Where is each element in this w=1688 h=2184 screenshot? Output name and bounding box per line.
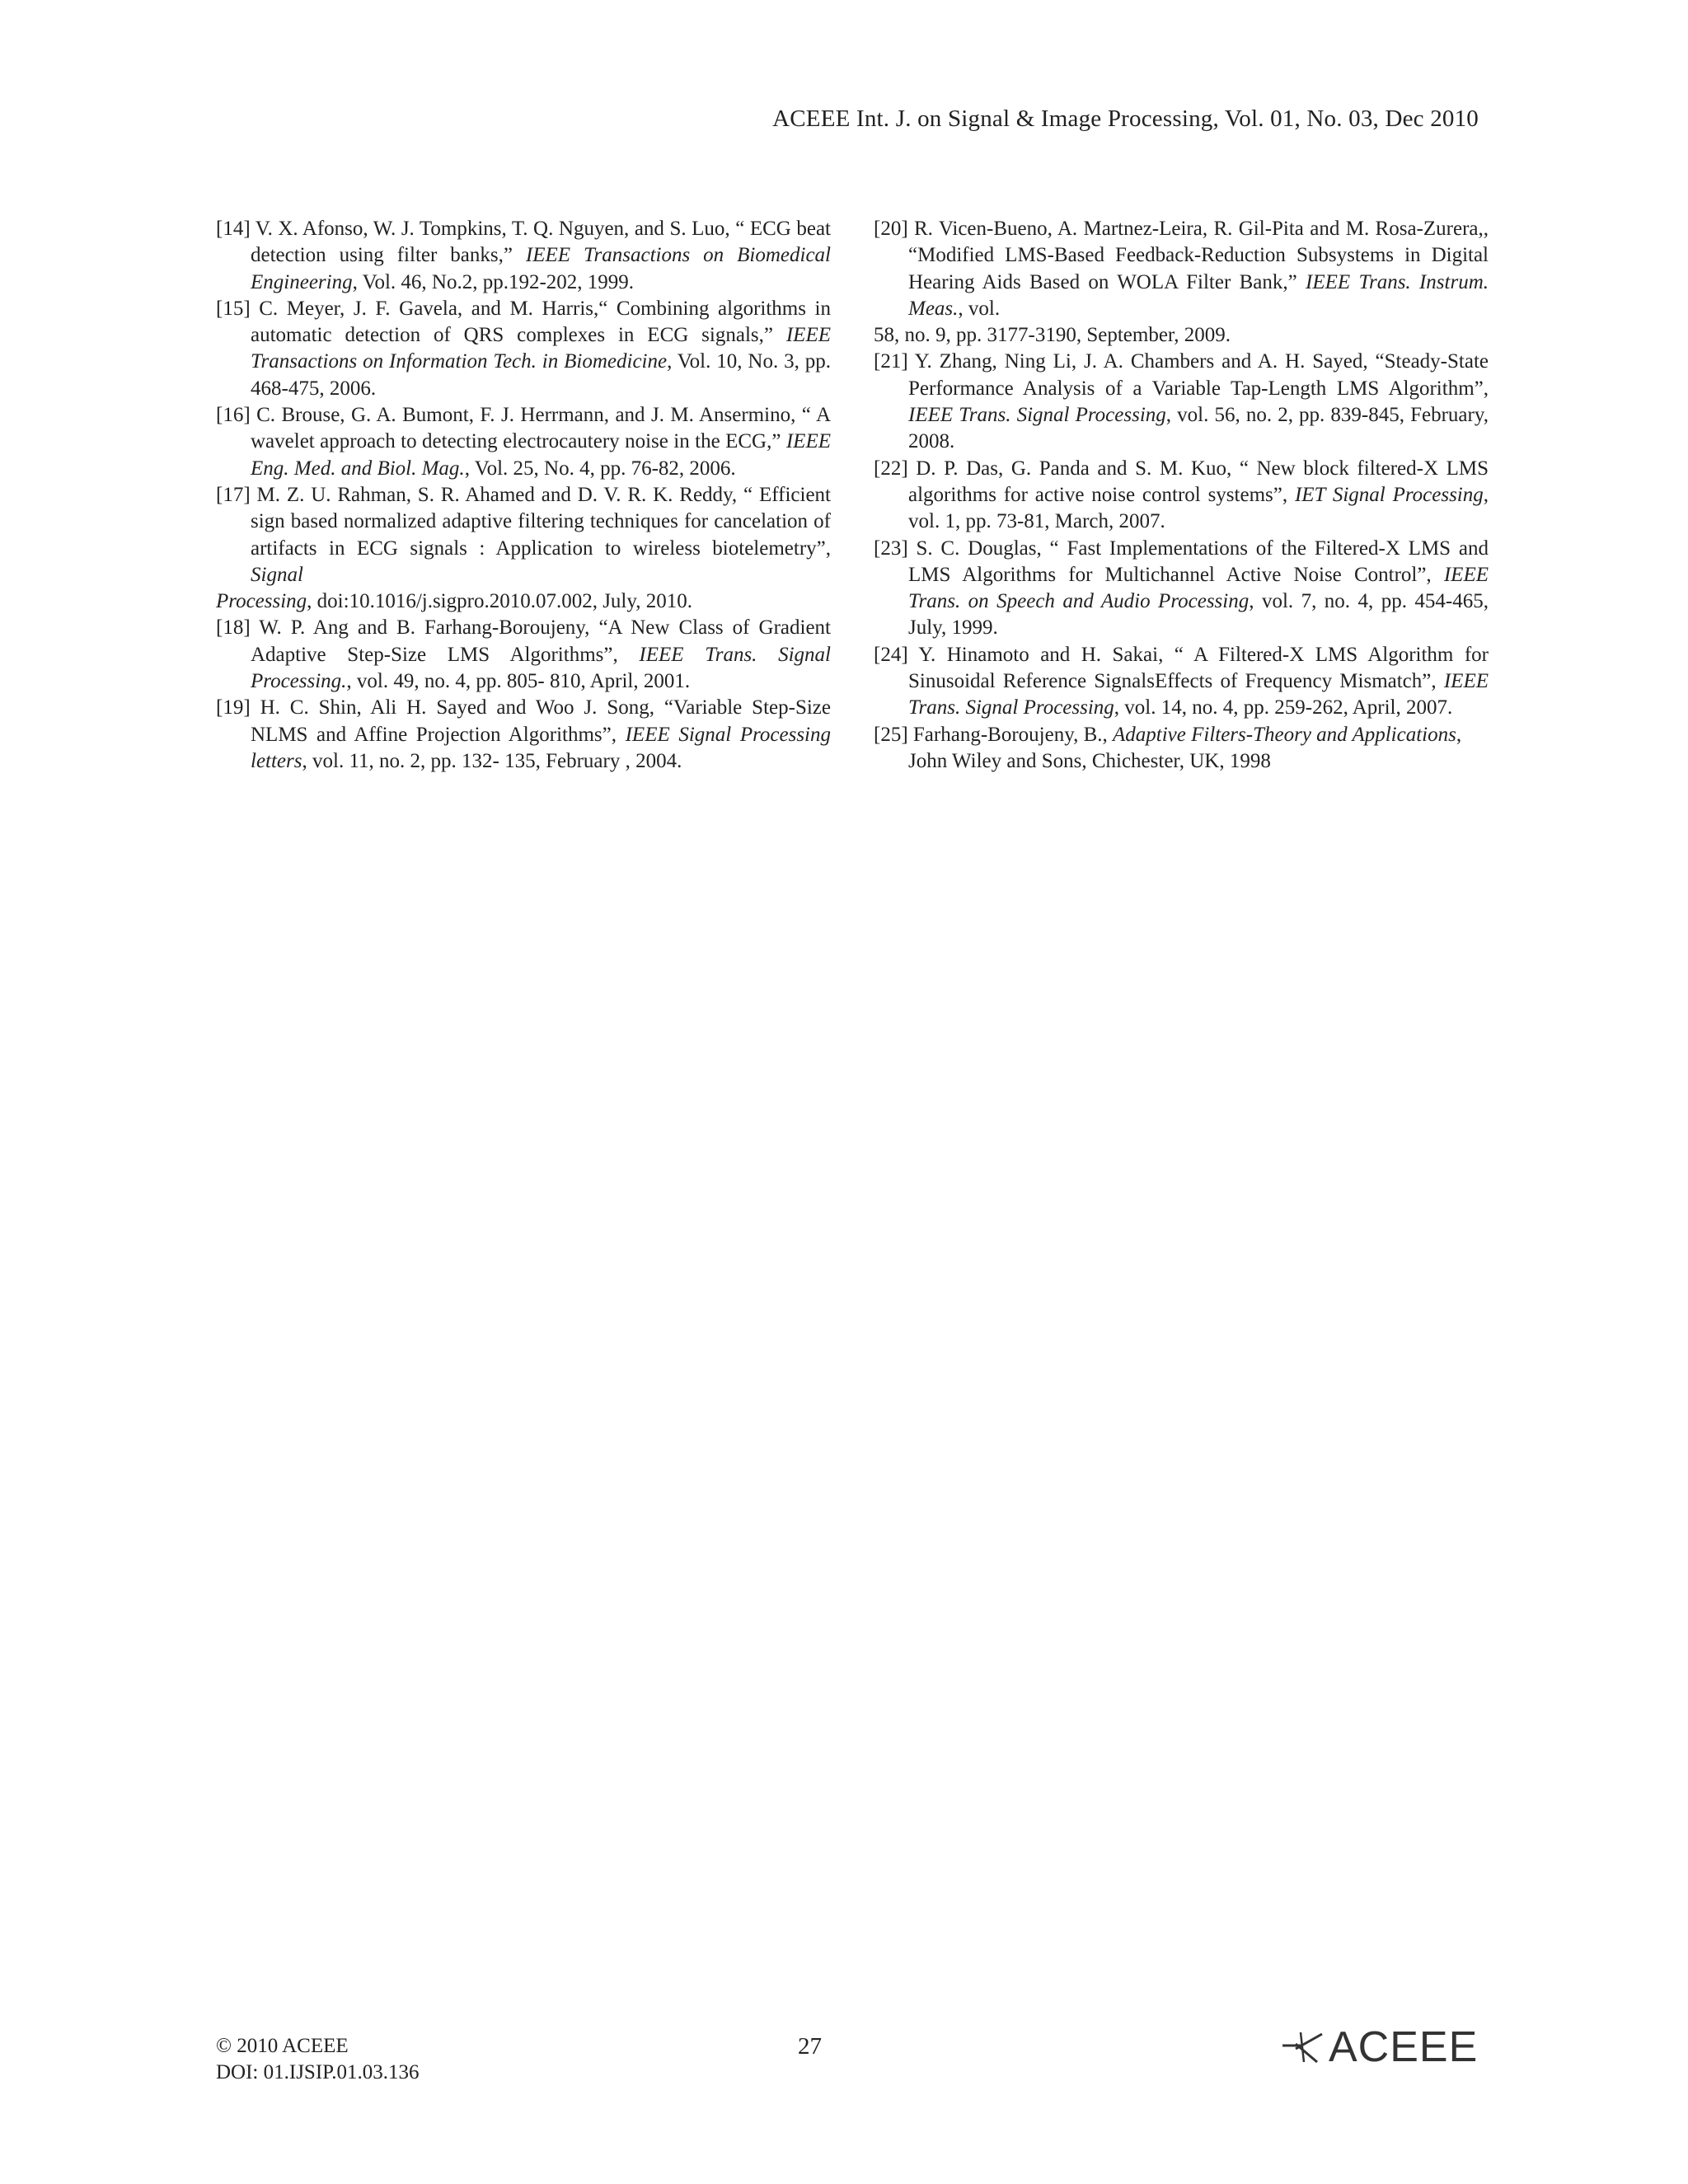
reference-20: [20] R. Vicen-Bueno, A. Martnez-Leira, R. Gil-Pita and M. Rosa-Zurera,, “Modified LMS-Based Feedback-Reduction Subsystems in Digital Hearing Aids Based on WOLA Filter Bank,” IEEE Trans. Instrum. Meas., vol. — [874, 218, 1489, 320]
doi-text: DOI: 01.IJSIP.01.03.136 — [216, 2061, 420, 2083]
reference-14: [14] V. X. Afonso, W. J. Tompkins, T. Q. Nguyen, and S. Luo, “ ECG beat detection using filter banks,” IEEE Transactions on Biomedical Engineering, Vol. 46, No.2, pp.192-202, 1999. — [216, 218, 831, 293]
reference-15: [15] C. Meyer, J. F. Gavela, and M. Harris,“ Combining algorithms in automatic detection of QRS complexes in ECG signals,” IEEE Transactions on Information Tech. in Biomedicine, Vol. 10, No. 3, pp. 468-475, 2006. — [216, 297, 831, 400]
reference-17-continuation: Processing, doi:10.1016/j.sigpro.2010.07.002, July, 2010. — [216, 590, 693, 613]
reference-22: [22] D. P. Das, G. Panda and S. M. Kuo, “ New block filtered-X LMS algorithms for active noise control systems”, IET Signal Processing, vol. 1, pp. 73-81, March, 2007. — [874, 457, 1489, 533]
reference-16: [16] C. Brouse, G. A. Bumont, F. J. Herrmann, and J. M. Ansermino, “ A wavelet approach to detecting electrocautery noise in the ECG,” IEEE Eng. Med. and Biol. Mag., Vol. 25, No. 4, pp. 76-82, 2006. — [216, 404, 831, 480]
footer-left — [216, 2033, 420, 2086]
references-right-column — [874, 216, 1489, 775]
star-icon — [1279, 2029, 1325, 2065]
reference-23: [23] S. C. Douglas, “ Fast Implementations of the Filtered-X LMS and LMS Algorithms for Multichannel Active Noise Control”, IEEE Trans. on Speech and Audio Processing, vol. 7, no. 4, pp. 454-465, July, 1999. — [874, 537, 1489, 640]
copyright-notice: © 2010 ACEEE — [216, 2035, 349, 2057]
references-left-column — [216, 216, 831, 775]
running-header: ACEEE Int. J. on Signal & Image Processing, Vol. 01, No. 03, Dec 2010 — [772, 105, 1479, 132]
logo-wordmark: ACEEE — [1329, 2023, 1479, 2071]
reference-18: [18] W. P. Ang and B. Farhang-Boroujeny, “A New Class of Gradient Adaptive Step-Size LMS Algorithms”, IEEE Trans. Signal Processing., vol. 49, no. 4, pp. 805- 810, April, 2001. — [216, 616, 831, 693]
reference-19: [19] H. C. Shin, Ali H. Sayed and Woo J. Song, “Variable Step-Size NLMS and Affine Projection Algorithms”, IEEE Signal Processing letters, vol. 11, no. 2, pp. 132- 135, February , 2004. — [216, 696, 831, 772]
page-number: 27 — [798, 2033, 822, 2060]
reference-20-continuation: 58, no. 9, pp. 3177-3190, September, 2009. — [874, 324, 1231, 347]
aceee-logo — [1279, 2023, 1479, 2071]
reference-17: [17] M. Z. U. Rahman, S. R. Ahamed and D. V. R. K. Reddy, “ Efficient sign based normalized adaptive filtering techniques for cancelation of artifacts in ECG signals : Application to wireless biotelemetry”, Signal — [216, 483, 831, 586]
reference-25: [25] Farhang-Boroujeny, B., Adaptive Filters-Theory and Applications, John Wiley and Sons, Chichester, UK, 1998 — [874, 723, 1462, 772]
reference-21: [21] Y. Zhang, Ning Li, J. A. Chambers and A. H. Sayed, “Steady-State Performance Analysis of a Variable Tap-Length LMS Algorithm”, IEEE Trans. Signal Processing, vol. 56, no. 2, pp. 839-845, February, 2008. — [874, 350, 1489, 453]
reference-24: [24] Y. Hinamoto and H. Sakai, “ A Filtered-X LMS Algorithm for Sinusoidal Reference SignalsEffects of Frequency Mismatch”, IEEE Trans. Signal Processing, vol. 14, no. 4, pp. 259-262, April, 2007. — [874, 643, 1489, 719]
